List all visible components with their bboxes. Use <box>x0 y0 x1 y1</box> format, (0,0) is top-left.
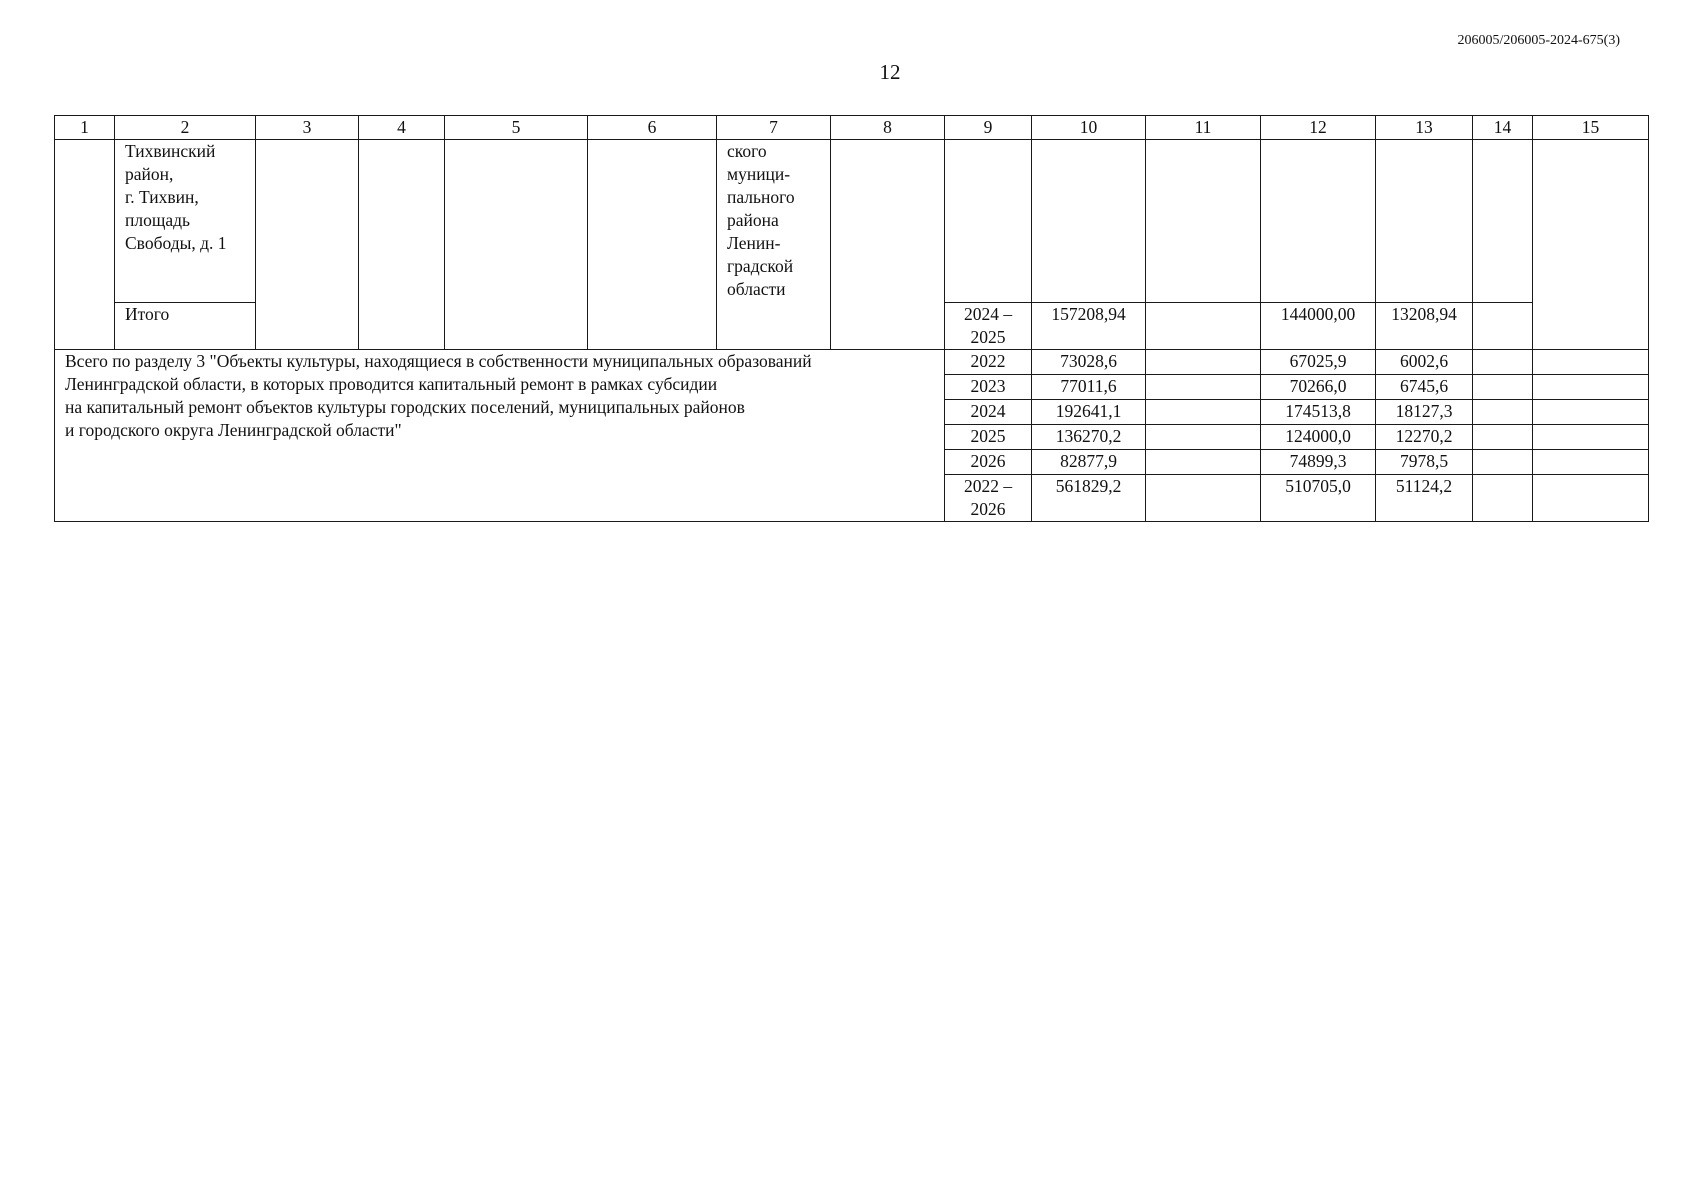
column-number: 3 <box>256 116 359 140</box>
customer-line: области <box>727 279 786 299</box>
cell-empty <box>1473 303 1533 350</box>
column-number: 10 <box>1032 116 1146 140</box>
column-number: 1 <box>55 116 115 140</box>
grand-local-cell: 51124,2 <box>1376 475 1473 522</box>
cell-empty <box>1533 375 1649 400</box>
itogo-label: Итого <box>115 303 256 350</box>
column-number: 9 <box>945 116 1032 140</box>
cell-empty <box>55 140 115 350</box>
cell-empty <box>945 140 1032 303</box>
address-line: Свободы, д. 1 <box>125 233 227 253</box>
year-cell: 2024 <box>945 400 1032 425</box>
period-line: 2025 <box>970 327 1006 347</box>
cell-empty <box>359 140 445 350</box>
section-total-line: на капитальный ремонт объектов культуры городских поселений, муниципальных районов <box>65 397 745 417</box>
grand-period <box>945 475 1032 522</box>
object-row <box>55 140 1649 303</box>
column-number: 5 <box>445 116 588 140</box>
year-cell: 2023 <box>945 375 1032 400</box>
column-number: 13 <box>1376 116 1473 140</box>
customer-line: муници- <box>727 164 791 184</box>
cell-empty <box>1261 140 1376 303</box>
object-address <box>115 140 256 303</box>
address-line: г. Тихвин, <box>125 187 199 207</box>
column-number: 8 <box>831 116 945 140</box>
grand-total-cell: 561829,2 <box>1032 475 1146 522</box>
cell-empty <box>1146 140 1261 303</box>
customer-line: ского <box>727 141 767 161</box>
itogo-period <box>945 303 1032 350</box>
year-cell: 2022 <box>945 350 1032 375</box>
cell-empty <box>1146 375 1261 400</box>
cell-empty <box>1146 303 1261 350</box>
cell-empty <box>1473 450 1533 475</box>
local-cell: 12270,2 <box>1376 425 1473 450</box>
customer-line: района <box>727 210 779 230</box>
column-number: 2 <box>115 116 256 140</box>
cell-empty <box>1533 400 1649 425</box>
customer-line: Ленин- <box>727 233 781 253</box>
cell-empty <box>1473 475 1533 522</box>
cell-empty <box>588 140 717 350</box>
regional-cell: 74899,3 <box>1261 450 1376 475</box>
customer-line: градской <box>727 256 794 276</box>
local-cell: 6002,6 <box>1376 350 1473 375</box>
regional-cell: 70266,0 <box>1261 375 1376 400</box>
cell-empty <box>1533 475 1649 522</box>
itogo-total: 157208,94 <box>1032 303 1146 350</box>
customer-line: пального <box>727 187 795 207</box>
regional-cell: 174513,8 <box>1261 400 1376 425</box>
period-line: 2024 – <box>963 304 1013 324</box>
section-total-line: Ленинградской области, в которых проводится капитальный ремонт в рамках субсидии <box>65 374 718 394</box>
cell-empty <box>1533 450 1649 475</box>
column-number: 11 <box>1146 116 1261 140</box>
section-total-line: и городского округа Ленинградской области" <box>65 420 402 440</box>
total-cell: 136270,2 <box>1032 425 1146 450</box>
cell-empty <box>1473 140 1533 303</box>
cell-empty <box>1533 350 1649 375</box>
cell-empty <box>445 140 588 350</box>
cell-empty <box>1473 400 1533 425</box>
column-number-row <box>55 116 1649 140</box>
cell-empty <box>1473 375 1533 400</box>
total-cell: 77011,6 <box>1032 375 1146 400</box>
cell-empty <box>1146 400 1261 425</box>
column-number: 7 <box>717 116 831 140</box>
customer-cell <box>717 140 831 350</box>
year-cell: 2026 <box>945 450 1032 475</box>
cell-empty <box>831 140 945 350</box>
total-cell: 192641,1 <box>1032 400 1146 425</box>
column-number: 12 <box>1261 116 1376 140</box>
section-total-line: Всего по разделу 3 "Объекты культуры, находящиеся в собственности муниципальных образований <box>65 351 812 371</box>
cell-empty <box>256 140 359 350</box>
period-line: 2022 – <box>963 476 1013 496</box>
page-number: 12 <box>879 60 901 84</box>
address-line: район, <box>125 164 174 184</box>
cell-empty <box>1376 140 1473 303</box>
cell-empty <box>1032 140 1146 303</box>
cell-empty <box>1146 425 1261 450</box>
cell-empty <box>1473 425 1533 450</box>
year-cell: 2025 <box>945 425 1032 450</box>
address-line: площадь <box>125 210 190 230</box>
column-number: 15 <box>1533 116 1649 140</box>
local-cell: 7978,5 <box>1376 450 1473 475</box>
total-cell: 82877,9 <box>1032 450 1146 475</box>
local-cell: 18127,3 <box>1376 400 1473 425</box>
cell-empty <box>1533 140 1649 350</box>
budget-table <box>54 115 1649 522</box>
column-number: 14 <box>1473 116 1533 140</box>
regional-cell: 124000,0 <box>1261 425 1376 450</box>
document-id: 206005/206005-2024-675(3) <box>1457 33 1620 48</box>
cell-empty <box>1533 425 1649 450</box>
column-number: 4 <box>359 116 445 140</box>
cell-empty <box>1146 450 1261 475</box>
itogo-regional: 144000,00 <box>1261 303 1376 350</box>
local-cell: 6745,6 <box>1376 375 1473 400</box>
column-number: 6 <box>588 116 717 140</box>
cell-empty <box>1146 350 1261 375</box>
cell-empty <box>1473 350 1533 375</box>
period-line: 2026 <box>970 499 1006 519</box>
grand-regional-cell: 510705,0 <box>1261 475 1376 522</box>
itogo-local: 13208,94 <box>1376 303 1473 350</box>
cell-empty <box>1146 475 1261 522</box>
total-cell: 73028,6 <box>1032 350 1146 375</box>
address-line: Тихвинский <box>125 141 216 161</box>
section-total-row <box>55 350 1649 375</box>
regional-cell: 67025,9 <box>1261 350 1376 375</box>
section-total-label <box>55 350 945 522</box>
